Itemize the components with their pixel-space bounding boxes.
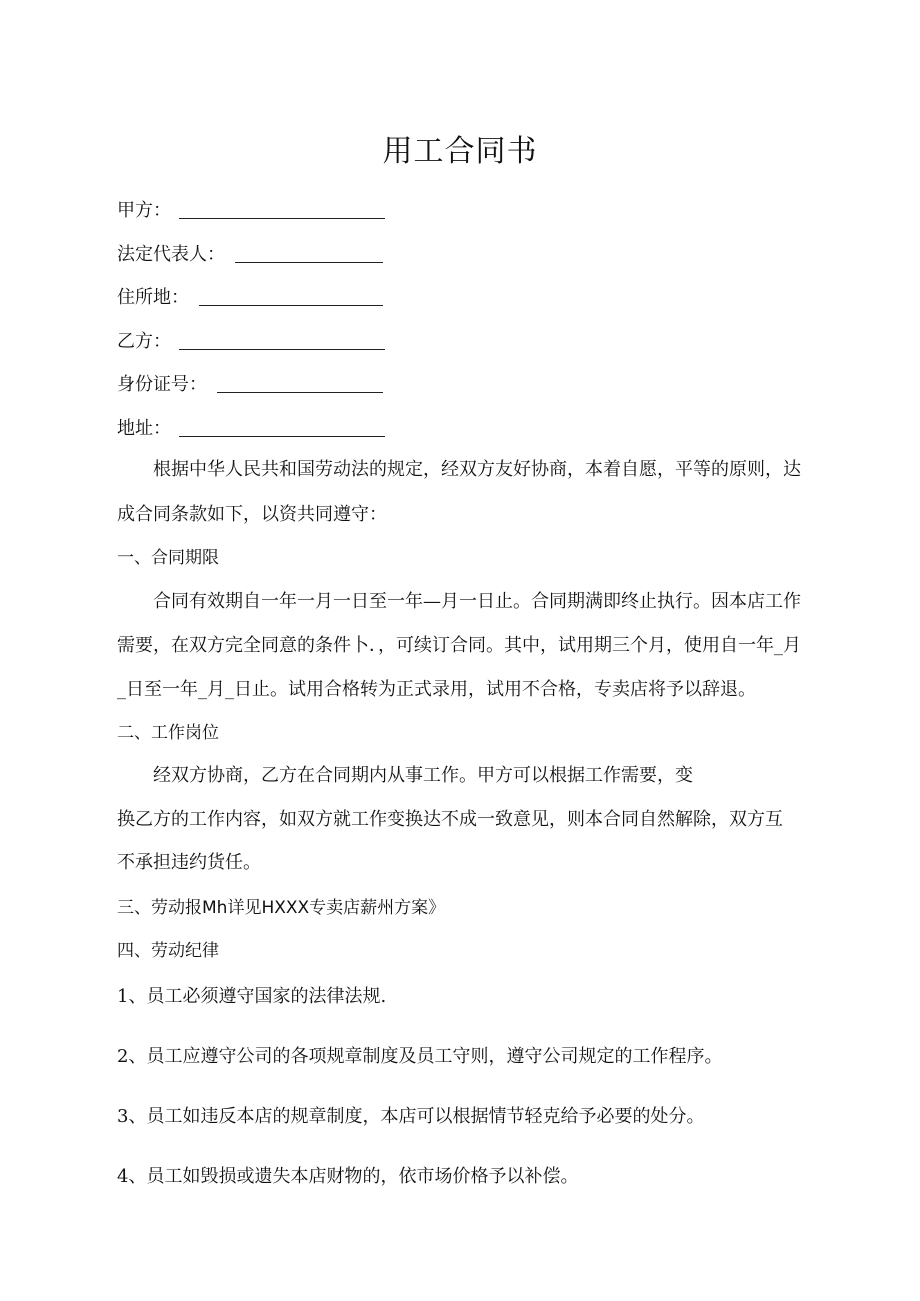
section-2-line-2: 换乙方的工作内容，如双方就工作变换达不成一致意见，则本合同自然解除，双方互 (117, 809, 783, 830)
address-a-field (117, 279, 383, 309)
section-2-heading: 二、工作岗位 (117, 723, 219, 743)
section-1-line-3: _日至一年_月_日止。试用合格转为正式录用，试用不合格，专卖店将予以辞退。 (117, 679, 756, 700)
address-b-label: 地址： (117, 418, 171, 439)
document-title: 用工合同书 (382, 134, 538, 169)
address-b-blank-line (179, 435, 385, 437)
discipline-item-3: 3、员工如违反本店的规章制度，本店可以根据情节轻克给予必要的处分。 (117, 1106, 705, 1127)
party-a-field (117, 192, 385, 222)
id-number-label: 身份证号： (117, 374, 207, 395)
discipline-item-4: 4、员工如毁损或遗失本店财物的，依市场价格予以补偿。 (117, 1166, 579, 1187)
discipline-item-1: 1、员工必须遵守国家的法律法规. (117, 986, 387, 1007)
preamble-line-1: 根据中华人民共和国劳动法的规定，经双方友好协商，本着自愿，平等的原则，达 (153, 459, 801, 480)
id-number-blank-line (217, 391, 383, 393)
legal-rep-field (117, 236, 383, 266)
section-1-heading: 一、合同期限 (117, 548, 219, 568)
party-a-label: 甲方： (117, 200, 171, 221)
section-1-line-1: 合同有效期自一年一月一日至一年—月一日止。合同期满即终止执行。因本店工作 (153, 591, 801, 612)
section-2-line-1: 经双方协商，乙方在合同期内从事工作。甲方可以根据工作需要，变 (153, 765, 693, 786)
address-a-blank-line (199, 304, 383, 306)
section-1-line-2: 需要，在双方完全同意的条件卜．，可续订合同。其中，试用期三个月，使用自一年_月 (117, 635, 801, 656)
discipline-item-2: 2、员工应遵守公司的各项规章制度及员工守则，遵守公司规定的工作程序。 (117, 1046, 723, 1067)
address-a-label: 住所地： (117, 287, 189, 308)
section-2-line-3: 不承担违约货任。 (117, 852, 261, 873)
party-b-label: 乙方： (117, 331, 171, 352)
address-b-field (117, 410, 385, 440)
preamble-line-2: 成合同条款如下，以资共同遵守： (117, 504, 387, 525)
id-number-field (117, 366, 383, 396)
party-b-blank-line (179, 348, 385, 350)
section-3-heading: 三、劳动报Mh详见HXXX专卖店薪州方案》 (117, 898, 446, 918)
party-b-field (117, 323, 385, 353)
legal-rep-label: 法定代表人： (117, 244, 225, 265)
party-a-blank-line (179, 217, 385, 219)
section-4-heading: 四、劳动纪律 (117, 941, 219, 961)
legal-rep-blank-line (235, 261, 383, 263)
